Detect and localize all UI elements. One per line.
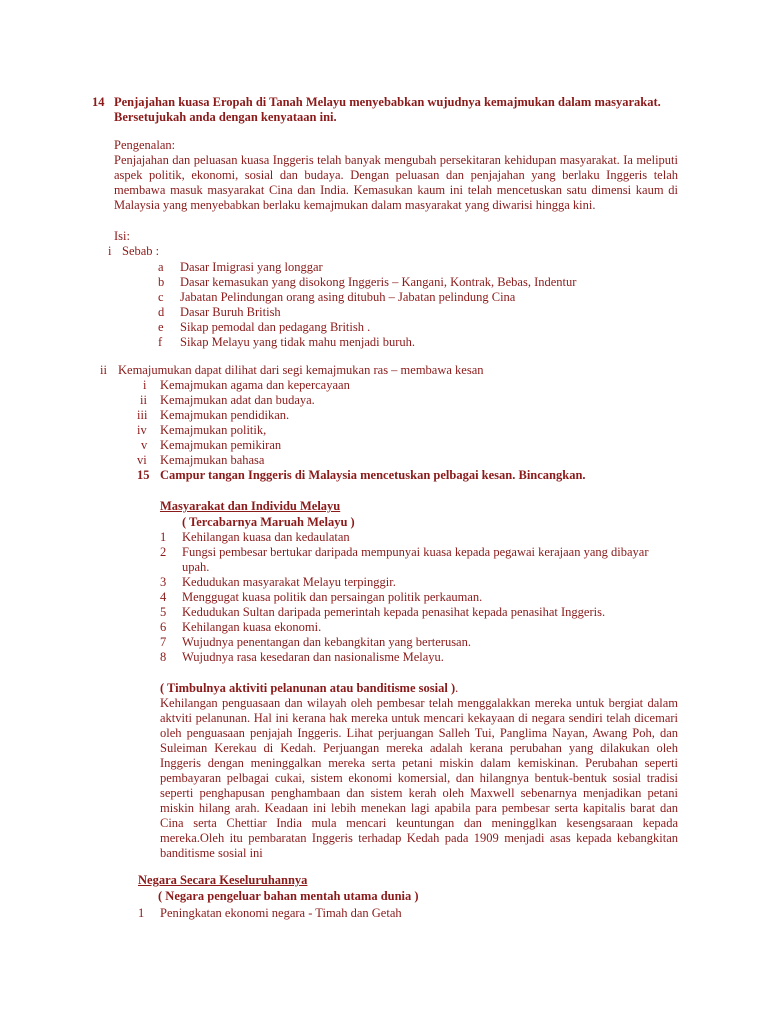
- sebab-label: Sebab :: [122, 244, 160, 258]
- lanun-line-3: oleh penguasaan penjajah Inggeris. Lihat perjuangan Salleh Tui, Panglima Nayan, Awang Poh, dan: [160, 726, 678, 740]
- sebab-item-letter: f: [158, 335, 163, 349]
- intro-heading: Pengenalan:: [114, 138, 176, 152]
- lanun-line-11: banditisme sosial ini: [160, 846, 263, 860]
- kemajmukan-item-text: Kemajmukan pendidikan.: [160, 408, 290, 422]
- question-14-title-line2: Bersetujukah anda dengan kenyataan ini.: [114, 110, 337, 124]
- kemajmukan-item-num: ii: [140, 393, 147, 407]
- maruah-item-num: 1: [160, 530, 167, 544]
- kemajmukan-item-text: Kemajmukan pemikiran: [160, 438, 282, 452]
- kemajmukan-item-text: Kemajmukan agama dan kepercayaan: [160, 378, 350, 392]
- intro-line-3: membawa masuk masyarakat Cina dan India. Kemasukan kaum ini telah mencetuskan satu dimensi kaum di: [114, 183, 678, 197]
- maruah-item-text: Fungsi pembesar bertukar daripada mempunyai kuasa kepada pegawai kerajaan yang dibayar: [182, 545, 649, 559]
- intro-line-2: aspek politik, ekonomi, sosial dan budaya. Dengan peluasan dan penjajahan yang berlaku Inggeris telah: [114, 168, 678, 182]
- sebab-item-text: Sikap pemodal dan pedagang British .: [180, 320, 371, 334]
- lanun-line-10: mereka.Oleh itu pembaratan Inggeris terhadap Kedah pada 1909 menjadi asas kepada kebangkitan: [160, 831, 678, 845]
- maruah-heading: ( Tercabarnya Maruah Melayu ): [182, 515, 355, 529]
- maruah-item-text: Kedudukan masyarakat Melayu terpinggir.: [182, 575, 396, 589]
- kemajmukan-item-text: Kemajmukan politik,: [160, 423, 267, 437]
- sebab-item-letter: d: [158, 305, 165, 319]
- negara-heading: Negara Secara Keseluruhannya: [138, 873, 308, 887]
- maruah-item-text: Wujudnya rasa kesedaran dan nasionalisme Melayu.: [182, 650, 444, 664]
- lanun-heading: ( Timbulnya aktiviti pelanunan atau banditisme sosial ): [160, 681, 456, 695]
- lanun-line-4: Suleiman Kerekau di Kedah. Perjuangan mereka adalah kerana perubahan yang dilakukan oleh: [160, 741, 678, 755]
- kemajmukan-item-num: iii: [137, 408, 148, 422]
- sebab-item-letter: c: [158, 290, 164, 304]
- lanun-line-9: Cina serta Chettiar India mula mencari keuntungan dan meningglkan kesengsaraan kepada: [160, 816, 678, 830]
- maruah-item-num: 3: [160, 575, 167, 589]
- negara-item-text: Peningkatan ekonomi negara - Timah dan Getah: [160, 906, 402, 920]
- kemajmukan-item-num: iv: [137, 423, 147, 437]
- lanun-line-5: Inggeris dengan meninggalkan mereka serta petani miskin dalam kemiskinan. Perubahan seperti: [160, 756, 678, 770]
- maruah-item-text: Kehilangan kuasa ekonomi.: [182, 620, 322, 634]
- maruah-item-num: 4: [160, 590, 167, 604]
- masyarakat-heading: Masyarakat dan Individu Melayu: [160, 499, 341, 513]
- kemajmukan-number: ii: [100, 363, 107, 377]
- sebab-number: i: [108, 244, 112, 258]
- sebab-item-text: Dasar kemasukan yang disokong Inggeris – Kangani, Kontrak, Bebas, Indentur: [180, 275, 577, 289]
- isi-heading: Isi:: [114, 229, 130, 243]
- maruah-item-text: Kedudukan Sultan daripada pemerintah kepada penasihat kepada penasihat Inggeris.: [182, 605, 606, 619]
- maruah-item-num: 2: [160, 545, 167, 559]
- maruah-item-num: 7: [160, 635, 167, 649]
- maruah-item-num: 6: [160, 620, 167, 634]
- sebab-item-text: Dasar Imigrasi yang longgar: [180, 260, 323, 274]
- question-15-title: Campur tangan Inggeris di Malaysia mencetuskan pelbagai kesan. Bincangkan.: [160, 468, 586, 482]
- question-14-title-line1: Penjajahan kuasa Eropah di Tanah Melayu menyebabkan wujudnya kemajmukan dalam masyarakat.: [114, 95, 661, 109]
- maruah-item-text: Menggugat kuasa politik dan persaingan politik perkauman.: [182, 590, 483, 604]
- sebab-item-letter: a: [158, 260, 164, 274]
- maruah-item-continuation: upah.: [182, 560, 210, 574]
- negara-subheading: ( Negara pengeluar bahan mentah utama dunia ): [158, 889, 419, 903]
- kemajmukan-label: Kemajumukan dapat dilihat dari segi kemajmukan ras – membawa kesan: [118, 363, 484, 377]
- kemajmukan-item-num: i: [143, 378, 147, 392]
- sebab-item-letter: b: [158, 275, 165, 289]
- question-14-number: 14: [92, 95, 105, 109]
- lanun-heading-dot: .: [455, 681, 459, 695]
- question-15-number: 15: [137, 468, 150, 482]
- kemajmukan-item-num: vi: [137, 453, 147, 467]
- intro-line-4: Malaysia yang menyebabkan berlaku kemajmukan dalam masyarakat yang diwarisi hingga kini.: [114, 198, 596, 212]
- sebab-item-text: Dasar Buruh British: [180, 305, 281, 319]
- maruah-item-num: 5: [160, 605, 167, 619]
- kemajmukan-item-text: Kemajmukan adat dan budaya.: [160, 393, 315, 407]
- lanun-line-8: miskin hilang arah. Keadaan ini lebih menekan lagi apabila para pembesar serta kapitalis barat dan: [160, 801, 678, 815]
- intro-line-1: Penjajahan dan peluasan kuasa Inggeris telah banyak mengubah persekitaran kehidupan masyarakat. Ia meliputi: [114, 153, 678, 167]
- kemajmukan-item-text: Kemajmukan bahasa: [160, 453, 265, 467]
- sebab-item-text: Jabatan Pelindungan orang asing ditubuh – Jabatan pelindung Cina: [180, 290, 516, 304]
- lanun-line-2: aktviti pelanunan. Hal ini kerana hak mereka untuk mencari kekayaan di negara sendiri telah dicemari: [160, 711, 678, 725]
- sebab-item-text: Sikap Melayu yang tidak mahu menjadi buruh.: [180, 335, 416, 349]
- lanun-line-6: pembayaran pelbagai cukai, sistem ekonomi komersial, dan hilangnya bentuk-bentuk sosial tradisi: [160, 771, 678, 785]
- lanun-line-7: seperti penghapusan penghambaan dan sistem kerah oleh Maxwell sebenarnya menjadikan petani: [160, 786, 678, 800]
- maruah-item-text: Kehilangan kuasa dan kedaulatan: [182, 530, 350, 544]
- maruah-item-text: Wujudnya penentangan dan kebangkitan yang berterusan.: [182, 635, 471, 649]
- lanun-line-1: Kehilangan penguasaan dan wilayah oleh pembesar telah menggalakkan mereka untuk bergiat dalam: [160, 696, 678, 710]
- maruah-item-num: 8: [160, 650, 167, 664]
- sebab-item-letter: e: [158, 320, 164, 334]
- kemajmukan-item-num: v: [141, 438, 148, 452]
- lanun-heading-row: [160, 681, 458, 696]
- negara-item-num: 1: [138, 906, 145, 920]
